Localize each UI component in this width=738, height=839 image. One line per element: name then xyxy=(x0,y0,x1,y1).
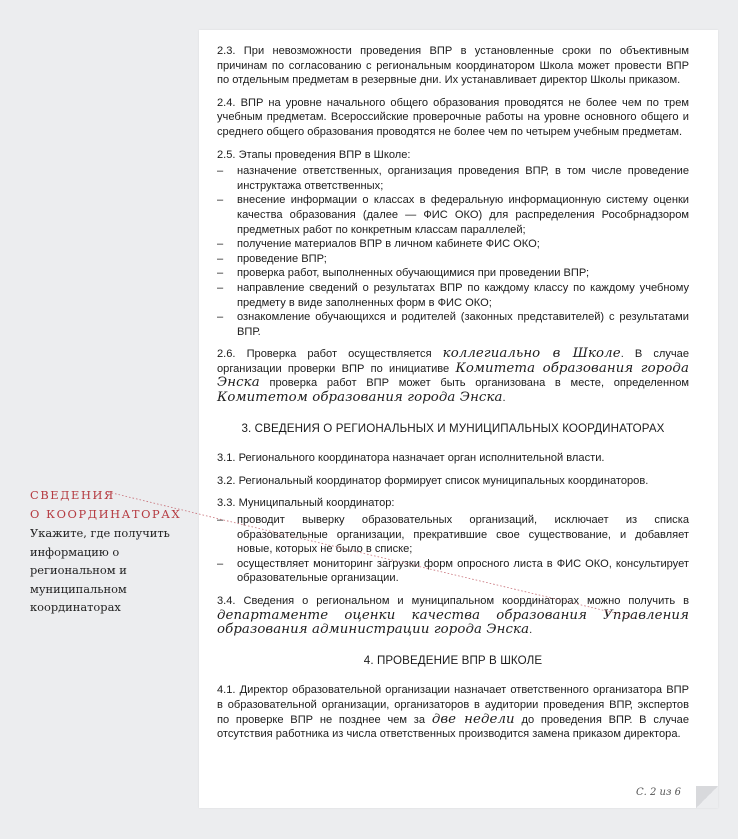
text-run: . xyxy=(502,392,506,405)
list-item: – осуществляет мониторинг загрузки форм опросного листа в ФИС ОКО, консультирует образовательные организации. xyxy=(217,557,689,586)
margin-note-text: Укажите, где получить информацию о региональном и муниципальном координаторах xyxy=(30,526,170,614)
margin-note xyxy=(30,486,190,617)
filled-field: департаменте оценки качества образования Управления образования администрации города Энска xyxy=(217,607,689,638)
text-run: 4.1. Директор образовательной организации назначает ответственного организатора ВПР в образовательной организации, организаторов в аудитории проведения ВПР, экспертов по проверке ВПР не позднее чем за xyxy=(217,684,689,726)
list-item: – назначение ответственных, организация проведения ВПР, в том числе проведение инструктажа ответственных; xyxy=(217,164,689,193)
filled-field: Комитета образования города Энска xyxy=(217,360,689,391)
filled-field: Комитетом образования города Энска xyxy=(217,390,503,406)
paragraph-3-1: 3.1. Регионального координатора назначает орган исполнительной власти. xyxy=(217,452,605,465)
list-item: – направление сведений о результатах ВПР по каждому классу по каждому учебному предмету в виде заполненных форм в ФИС ОКО; xyxy=(217,281,689,310)
paragraph-3-3: 3.3. Муниципальный координатор: xyxy=(217,497,395,510)
text-run: проверка работ ВПР может быть организована в месте, определенном xyxy=(259,377,689,390)
page-number: С. 2 из 6 xyxy=(636,787,681,798)
list-item: – проведение ВПР; xyxy=(217,252,689,267)
margin-note-title xyxy=(30,486,190,524)
list-item: – получение материалов ВПР в личном кабинете ФИС ОКО; xyxy=(217,237,689,252)
paragraph-3-4 xyxy=(217,594,689,638)
paragraph-2-4: 2.4. ВПР на уровне начального общего образования проводятся не более чем по трем учебным предметам. Всероссийские проверочные работы на уровне основного общего и среднего общего образования проводятся не более чем по четырем учебным предметам. xyxy=(217,96,689,138)
section-4-heading: 4. ПРОВЕДЕНИЕ ВПР В ШКОЛЕ xyxy=(363,653,543,667)
margin-note-title-line: О КООРДИНАТОРАХ xyxy=(30,507,182,521)
paragraph-2-6 xyxy=(217,347,689,405)
text-run: 2.6. Проверка работ осуществляется xyxy=(217,348,443,361)
paragraph-3-2: 3.2. Региональный координатор формирует список муниципальных координаторов. xyxy=(217,474,649,487)
document-body xyxy=(217,44,689,750)
margin-note-title-line: СВЕДЕНИЯ xyxy=(30,488,115,502)
page-corner-fold xyxy=(696,786,718,808)
coordinator-duties-list xyxy=(217,513,689,586)
filled-field: две недели xyxy=(431,711,515,727)
text-run: . В случае организации проверки ВПР по инициативе xyxy=(217,348,690,375)
list-item: – проверка работ, выполненных обучающимися при проведении ВПР; xyxy=(217,266,689,281)
stages-list xyxy=(217,164,689,339)
text-run: 3.4. Сведения о региональном и муниципальном координаторах можно получить в xyxy=(217,595,689,607)
paragraph-2-5: 2.5. Этапы проведения ВПР в Школе: xyxy=(217,148,411,161)
paragraph-2-3: 2.3. При невозможности проведения ВПР в установленные сроки по объективным причинам по согласованию с региональным координатором Школа может провести ВПР по отдельным предметам в резервные дни. Их устанавливает директор Школы приказом. xyxy=(217,45,689,87)
list-item: – ознакомление обучающихся и родителей (законных представителей) с результатами ВПР. xyxy=(217,310,689,339)
list-item: – проводит выверку образовательных организаций, исключает из списка образовательные организации, прекратившие свое существование, и добавляет новые, которых не было в списке; xyxy=(217,513,689,557)
text-run: до проведения ВПР. В случае отсутствия работника из числа ответственных производится замена приказом директора. xyxy=(217,713,690,741)
paragraph-4-1 xyxy=(217,683,689,741)
filled-field: коллегиально в Школе xyxy=(442,346,621,362)
section-3-heading: 3. СВЕДЕНИЯ О РЕГИОНАЛЬНЫХ И МУНИЦИПАЛЬНЫХ КООРДИНАТОРАХ xyxy=(241,421,665,435)
document-page xyxy=(199,30,718,808)
text-run: . xyxy=(529,624,533,637)
list-item: – внесение информации о классах в федеральную информационную систему оценки качества образования (далее — ФИС ОКО) для распределения Рособрнадзором предметных работ по конкретным классам параллелей; xyxy=(217,193,689,237)
